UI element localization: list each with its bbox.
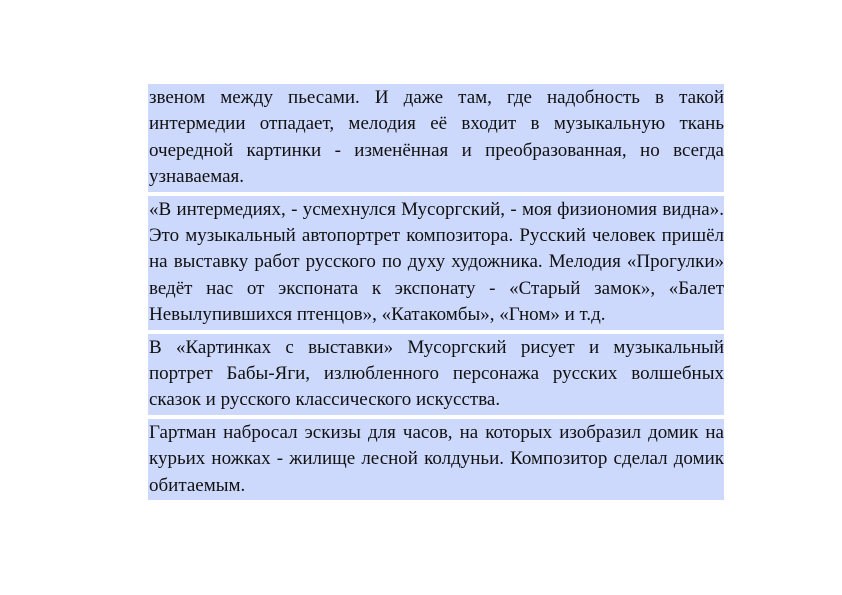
paragraph-interlude: звеном между пьесами. И даже там, где надобность в такой интермедии отпадает, мелодия её входит в музыкальную ткань очередной картинки - изменённая и преобразованная, но всегда узнаваемая. xyxy=(148,84,724,192)
paragraph-self-portrait: «В интермедиях, - усмехнулся Мусоргский, - моя физиономия видна». Это музыкальный автопортрет композитора. Русский человек пришёл на выставку работ русского по духу художника. Мелодия «Прогулки» ведёт нас от экспоната к экспонату - «Старый замок», «Балет Невылупившихся птенцов», «Катакомбы», «Гном» и т.д. xyxy=(148,196,724,330)
paragraph-baba-yaga: В «Картинках с выставки» Мусоргский рисует и музыкальный портрет Бабы-Яги, излюбленного персонажа русских волшебных сказок и русского классического искусства. xyxy=(148,334,724,415)
paragraph-hartmann-clock: Гартман набросал эскизы для часов, на которых изобразил домик на курьих ножках - жилище лесной колдуньи. Композитор сделал домик обитаемым. xyxy=(148,419,724,500)
text-block xyxy=(148,84,724,500)
